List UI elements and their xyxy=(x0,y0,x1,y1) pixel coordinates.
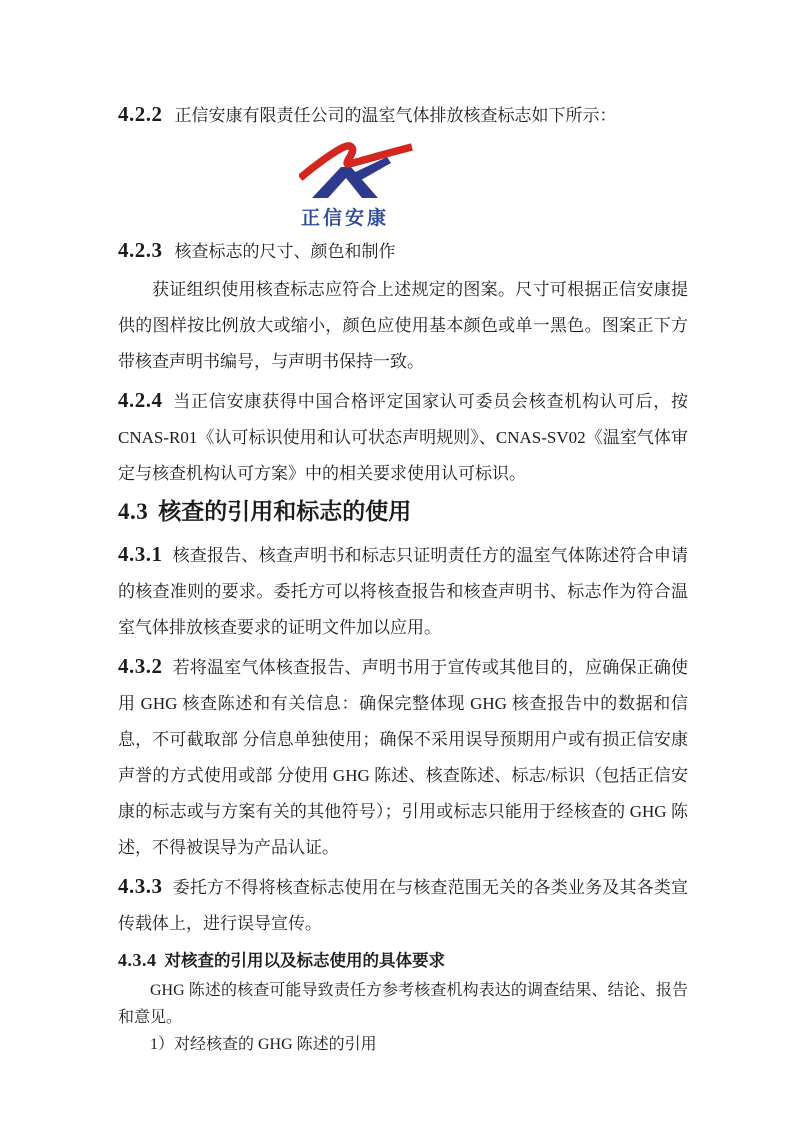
section-4-3-2 xyxy=(118,648,688,866)
section-number: 4.3 xyxy=(118,499,149,524)
zhengxin-ankang-logo-icon xyxy=(299,142,415,200)
section-4-3-1 xyxy=(118,536,688,646)
section-4-3-3 xyxy=(118,868,688,942)
section-number: 4.2.2 xyxy=(118,102,163,126)
section-4-3-4-title: 对核查的引用以及标志使用的具体要求 xyxy=(164,951,445,970)
section-4-2-3-title: 核查标志的尺寸、颜色和制作 xyxy=(174,242,396,261)
section-number: 4.3.2 xyxy=(118,654,163,678)
section-4-3-1-text: 核查报告、核查声明书和标志只证明责任方的温室气体陈述符合申请的核查准则的要求。委托方可以将核查报告和核查声明书、标志作为符合温室气体排放核查要求的证明文件加以应用。 xyxy=(118,546,688,637)
company-logo xyxy=(299,142,419,230)
section-4-2-3-body: 获证组织使用核查标志应符合上述规定的图案。尺寸可根据正信安康提供的图样按比例放大或缩小，颜色应使用基本颜色或单一黑色。图案正下方带核查声明书编号，与声明书保持一致。 xyxy=(118,280,688,371)
section-4-3-4-item-1: 1）对经核查的 GHG 陈述的引用 xyxy=(150,1036,377,1053)
section-4-3-3-text: 委托方不得将核查标志使用在与核查范围无关的各类业务及其各类宣传载体上，进行误导宣传。 xyxy=(118,878,688,933)
section-4-3-title: 核查的引用和标志的使用 xyxy=(158,499,412,524)
section-4-2-4-text: 当正信安康获得中国合格评定国家认可委员会核查机构认可后，按 CNAS-R01《认可标识使用和认可状态声明规则》、CNAS-SV02《温室气体审定与核查机构认可方案》中的相关要求使用认可标识。 xyxy=(118,392,688,483)
section-4-2-4 xyxy=(118,382,688,492)
section-number: 4.3.4 xyxy=(118,950,157,970)
section-4-2-2-text: 正信安康有限责任公司的温室气体排放核查标志如下所示： xyxy=(174,106,617,125)
section-number: 4.2.3 xyxy=(118,238,163,262)
section-4-3-heading xyxy=(118,496,688,528)
logo-wordmark: 正信安康 xyxy=(301,208,390,229)
section-number: 4.3.1 xyxy=(118,542,163,566)
section-4-3-2-text: 若将温室气体核查报告、声明书用于宣传或其他目的，应确保正确使用 GHG 核查陈述和有关信息：确保完整体现 GHG 核查报告中的数据和信息，不可截取部 分信息单独使用；确保不采用误导预期用户或有损正信安康声誉的方式使用或部 分使用 GHG 陈述、核查陈述、标志/标识（包括正信安康的标志或与方案有关的其他符号）；引用或标志只能用于经核查的 GHG 陈述，不得被误导为产品认证。 xyxy=(118,658,688,857)
section-4-2-3-heading xyxy=(118,236,688,266)
section-4-3-4-heading xyxy=(118,948,688,973)
section-4-3-4-body: GHG 陈述的核查可能导致责任方参考核查机构表达的调查结果、结论、报告和意见。 xyxy=(118,982,688,1026)
section-number: 4.3.3 xyxy=(118,874,163,898)
section-number: 4.2.4 xyxy=(118,388,163,412)
section-4-2-2-heading xyxy=(118,100,688,130)
